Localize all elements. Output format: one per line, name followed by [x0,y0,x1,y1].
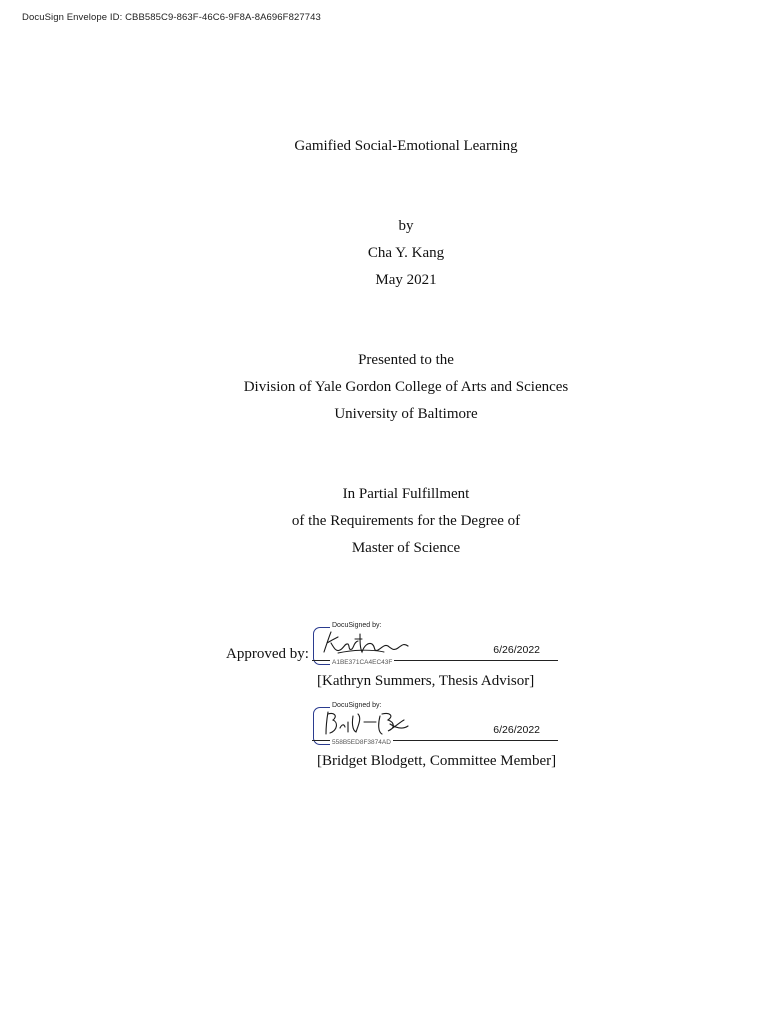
signer-caption-2: [Bridget Blodgett, Committee Member] [317,753,557,769]
by-label: by [398,218,414,234]
signature-date: 6/26/2022 [493,724,540,736]
signature-block-2 [312,702,558,746]
fulfillment-line: In Partial Fulfillment [342,486,470,502]
presented-to: Presented to the [358,352,454,368]
requirements-line: of the Requirements for the Degree of [291,513,521,529]
signer-caption-1: [Kathryn Summers, Thesis Advisor] [317,673,535,689]
docusigned-by-label: DocuSigned by: [332,702,382,709]
signature-block-1 [312,622,558,666]
docusign-envelope-code: A1BE371CA4EC43F [332,659,393,666]
handwritten-signature-icon [318,628,414,658]
division-name: Division of Yale Gordon College of Arts and Sciences [243,379,569,395]
docusigned-by-label: DocuSigned by: [332,622,382,629]
thesis-date: May 2021 [375,272,437,288]
degree-name: Master of Science [351,540,461,556]
approved-by-label: Approved by: [226,646,309,662]
docusign-envelope-code: 558B5ED8F3874AD [332,739,391,746]
university-name: University of Baltimore [334,406,478,422]
signature-date: 6/26/2022 [493,644,540,656]
thesis-title: Gamified Social-Emotional Learning [294,138,518,154]
docusign-envelope-id: DocuSign Envelope ID: CBB585C9-863F-46C6-9F8A-8A696F827743 [22,12,321,23]
handwritten-signature-icon [318,708,414,740]
author-name: Cha Y. Kang [367,245,445,261]
